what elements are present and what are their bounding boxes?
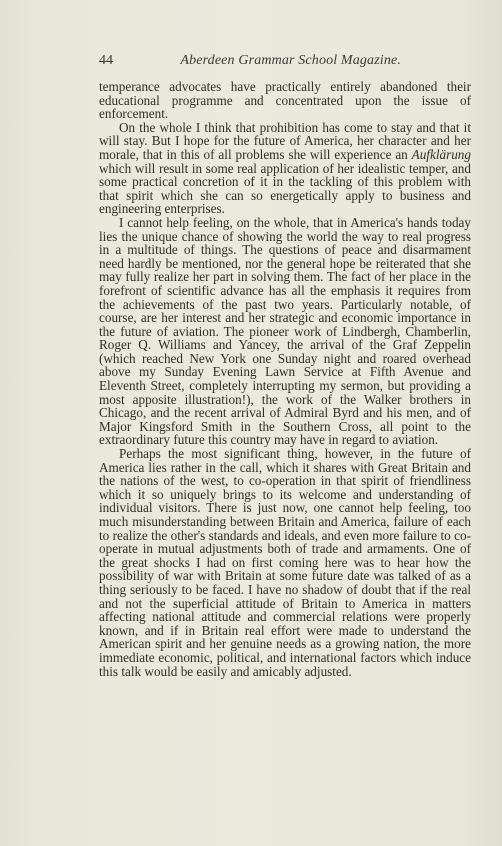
- article-body: [99, 80, 471, 678]
- page-number: 44: [99, 53, 113, 68]
- paragraph-2: [99, 121, 471, 216]
- running-title: Aberdeen Grammar School Magazine.: [180, 53, 401, 68]
- paragraph-3: I cannot help feeling, on the whole, that in America's hands today lies the unique chance of showing the world the way to real progress in a multitude of things. The questions of peace and disarmament need hardly be mentioned, nor the general hope be reiterated that she may fully realize her part in solving them. The fact of her place in the forefront of scientific advance has all the emphasis it requires from the achievements of the past two years. Particularly notable, of course, are her interest and her strategic and economic importance in the future of aviation. The pioneer work of Lindbergh, Chamberlin, Roger Q. Williams and Yancey, the arrival of the Graf Zeppelin (which reached New York one Sunday night and roared overhead above my Sunday Evening Lawn Service at Fifth Avenue and Eleventh Street, completely interrupting my sermon, but providing a most apposite illustration!), the work of the Walker brothers in Chicago, and the recent arrival of Admiral Byrd and his men, and of Major Kingsford Smith in the Southern Cross, all point to the extraordinary future this country may have in regard to aviation.: [99, 214, 471, 448]
- paragraph-2-end: which will result in some real application of her idealistic temper, and some practical concretion of it in the tackling of this problem with that spirit which she can so energetically apply to business and engineering enterprises.: [99, 160, 471, 217]
- paragraph-1: temperance advocates have practically entirely abandoned their educational programme and concentrated upon the issue of enforcement.: [99, 79, 471, 122]
- paragraph-2-start: On the whole I think that prohibition has come to stay and that it will stay. But I hope for the future of America, her character and her morale, that in this of all problems she will experience an: [99, 119, 471, 162]
- page-header: [99, 53, 401, 73]
- paragraph-2-italic-term: Aufklärung: [411, 146, 471, 162]
- paragraph-4: Perhaps the most significant thing, however, in the future of America lies rather in the call, which it shares with Great Britain and the nations of the west, to co-operation in that spirit of friendliness which it so uniquely brings to its welcome and understanding of individual visitors. There is just now, one cannot help feeling, too much misunderstanding between Britain and America, failure of each to realize the other's standards and ideals, and even more failure to co-operate in mutual adjustments both of trade and armaments. One of the great shocks I had on first coming here was to hear how the possibility of war with Britain at some future date was talked of as a thing seriously to be faced. I have no shadow of doubt that if the real and not the superficial attitude of Britain to America in matters affecting national attitude and commercial relations were properly known, and if in Britain real effort were made to understand the American spirit and her genuine needs as a growing nation, the more immediate economic, political, and international factors which induce this talk would be easily and amicably adjusted.: [99, 446, 471, 679]
